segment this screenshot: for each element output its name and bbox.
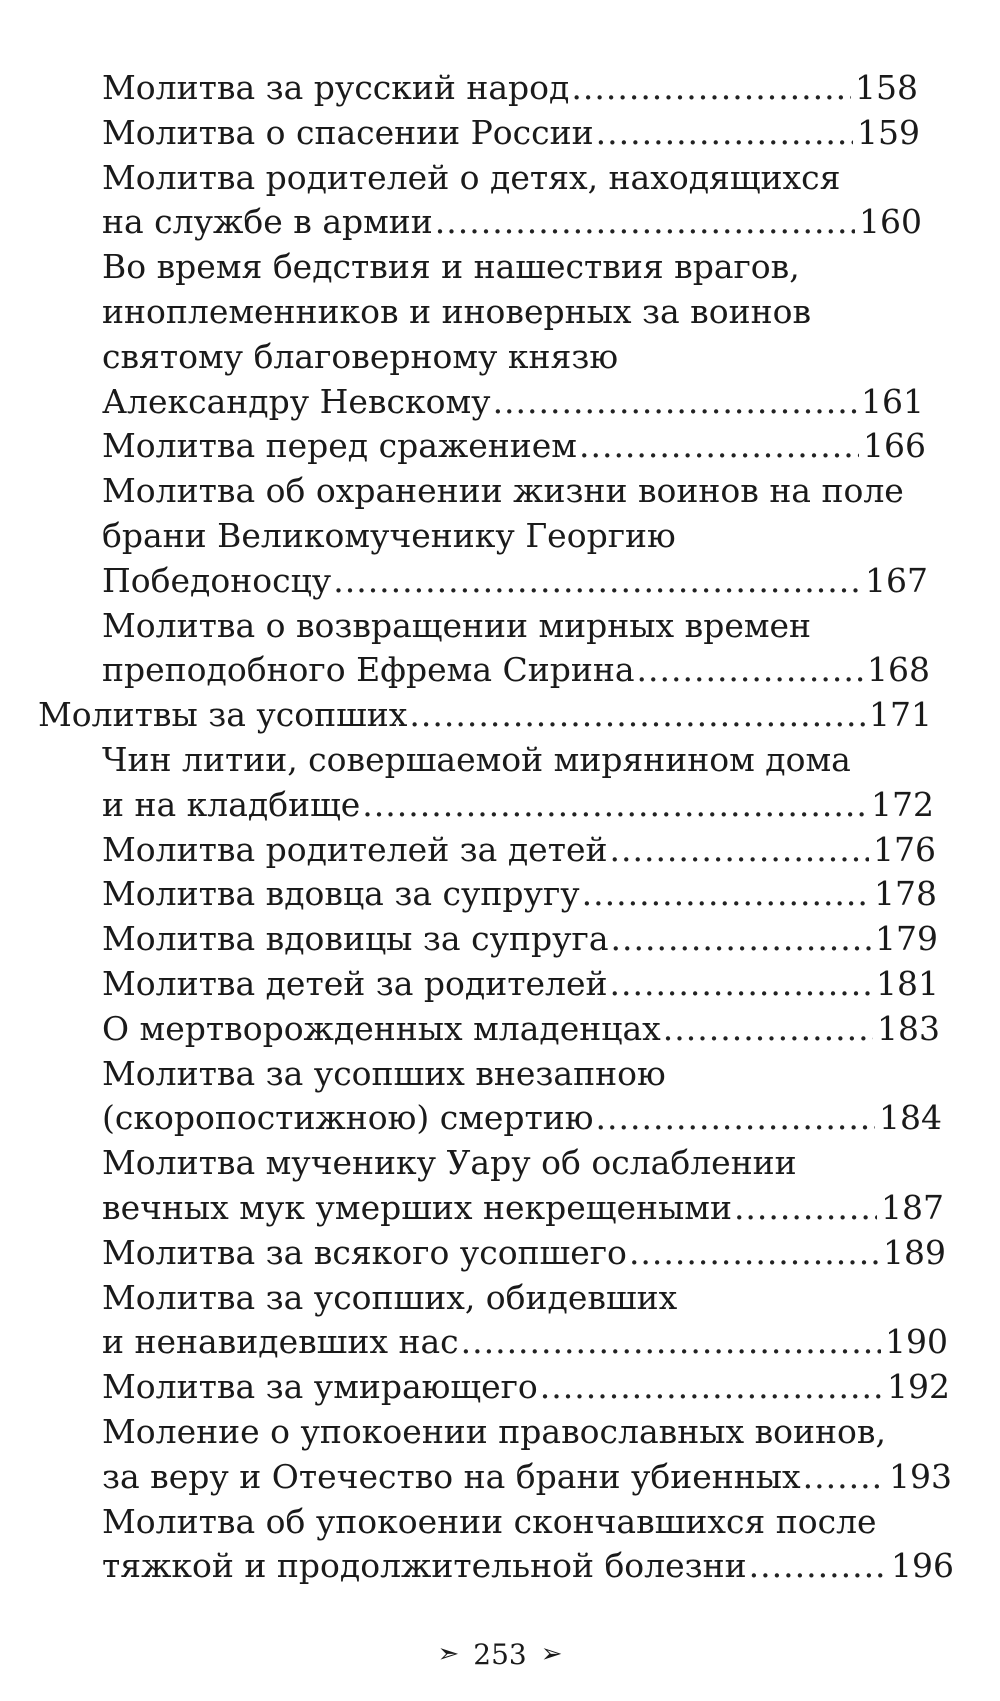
toc-entry-title: Молитва о спасении России [102,112,594,152]
toc-line [0,1186,1000,1231]
dot-leader [493,380,857,425]
toc-line [0,604,1000,649]
toc-entry-title: Молитва за всякого усопшего [102,1232,627,1272]
toc-line [0,828,1000,873]
dot-leader [629,1231,879,1276]
toc-line [0,245,1000,290]
table-of-contents [0,66,1000,1589]
toc-line [0,693,1000,738]
dot-leader [609,962,872,1007]
toc-entry [0,469,1000,603]
toc-line [0,1320,1000,1365]
toc-entry [0,1365,1000,1410]
toc-line [0,1410,1000,1455]
dot-leader [609,828,869,873]
toc-page-number: 183 [877,1008,940,1048]
dot-leader [409,693,865,738]
toc-entry-title: Молитва об упокоении скончавшихся после [102,1501,877,1541]
toc-entry-title: и на кладбище [102,784,361,824]
dot-leader [461,1320,881,1365]
toc-entry-title: Молитва о возвращении мирных времен [102,605,812,645]
toc-line [0,66,1000,111]
toc-entry-title: на службе в армии [102,202,433,242]
toc-page-number: 168 [867,650,930,690]
ornament-right-icon: ➢ [540,1639,563,1669]
toc-entry [0,424,1000,469]
toc-line [0,335,1000,380]
toc-entry-title: Молитва детей за родителей [102,963,608,1003]
toc-entry [0,1500,1000,1590]
toc-page-number: 187 [881,1187,944,1227]
toc-entry [0,156,1000,246]
toc-entry-title: Молитва вдовицы за супруга [102,919,609,959]
toc-entry-title: Молитва вдовца за супругу [102,874,580,914]
toc-line [0,380,1000,425]
toc-line [0,156,1000,201]
toc-page-number: 176 [873,829,936,869]
toc-entry-title: и ненавидевших нас [102,1322,459,1362]
toc-entry [0,604,1000,694]
page-number: 253 [473,1637,527,1671]
toc-entry [0,828,1000,873]
toc-entry [0,1276,1000,1366]
toc-entry-title: Александру Невскому [102,381,491,421]
toc-entry [0,1141,1000,1231]
toc-entry [0,917,1000,962]
toc-page-number: 161 [861,381,924,421]
toc-page-number: 189 [883,1232,946,1272]
dot-leader [582,872,870,917]
toc-line [0,1007,1000,1052]
toc-entry [0,1052,1000,1142]
dot-leader [611,917,872,962]
toc-entry-title: Молитва родителей о детях, находящихся [102,157,841,197]
toc-page-number: 172 [871,784,934,824]
toc-line [0,872,1000,917]
toc-page-number: 158 [855,68,918,107]
toc-entry [0,872,1000,917]
toc-entry-title: вечных мук умерших некрещеными [102,1187,732,1227]
toc-line [0,1455,1000,1500]
dot-leader [333,559,861,604]
toc-entry [0,738,1000,828]
toc-page-number: 167 [865,560,928,600]
toc-entry-title: иноплеменников и иноверных за воинов [102,291,812,331]
toc-page-number: 179 [875,919,938,959]
toc-page-number: 166 [863,426,926,466]
dot-leader [596,1096,875,1141]
toc-entry-title: О мертворожденных младенцах [102,1008,661,1048]
toc-entry-title: преподобного Ефрема Сирина [102,650,635,690]
toc-entry-title: Молитва родителей за детей [102,829,608,869]
toc-entry-title: (скоропостижною) смертию [102,1098,594,1138]
toc-entry [0,1007,1000,1052]
toc-line [0,1365,1000,1410]
dot-leader [663,1007,873,1052]
toc-line [0,1096,1000,1141]
toc-entry-title: Молитва за усопших, обидевших [102,1277,678,1317]
toc-page-number: 193 [889,1456,952,1496]
toc-line [0,648,1000,693]
toc-line [0,783,1000,828]
dot-leader [596,111,853,156]
toc-entry-title: Моление о упокоении православных воинов, [102,1411,886,1451]
toc-line [0,1276,1000,1321]
toc-entry-title: Молитвы за усопших [38,695,408,735]
toc-entry-title: Молитва за усопших внезапною [102,1053,666,1093]
toc-entry [0,1231,1000,1276]
toc-line [0,424,1000,469]
toc-line [0,917,1000,962]
dot-leader [749,1544,887,1589]
toc-line [0,469,1000,514]
toc-page-number: 178 [874,874,937,914]
toc-line [0,111,1000,156]
toc-page-number: 192 [887,1367,950,1407]
toc-entry [0,1410,1000,1500]
toc-entry-title: Молитва об охранении жизни воинов на поле [102,471,904,511]
toc-line [0,738,1000,783]
dot-leader [734,1186,877,1231]
toc-line [0,1500,1000,1545]
toc-entry-title: Во время бедствия и нашествия врагов, [102,247,800,287]
toc-line [0,1141,1000,1186]
ornament-left-icon: ➣ [437,1639,460,1669]
toc-page-number: 190 [885,1322,948,1362]
toc-line [0,1231,1000,1276]
toc-page-number: 181 [876,963,939,1003]
toc-line [0,200,1000,245]
toc-page-number: 196 [891,1546,954,1586]
toc-entry-title: тяжкой и продолжительной болезни [102,1546,747,1586]
dot-leader [540,1365,883,1410]
toc-line [0,1544,1000,1589]
toc-entry-title: Молитва за умирающего [102,1367,538,1407]
dot-leader [362,783,867,828]
toc-entry [0,245,1000,424]
toc-line [0,1052,1000,1097]
toc-entry [0,962,1000,1007]
toc-entry [0,66,1000,111]
toc-page-number: 159 [857,112,920,152]
dot-leader [571,66,851,111]
toc-entry-title: брани Великомученику Георгию [102,515,676,555]
toc-entry-title: святому благоверному князю [102,336,619,376]
toc-entry-title: за веру и Отечество на брани убиенных [102,1456,801,1496]
toc-page-number: 160 [859,202,922,242]
toc-line [0,559,1000,604]
toc-line [0,514,1000,559]
toc-entry-title: Молитва перед сражением [102,426,577,466]
toc-line [0,290,1000,335]
toc-entry [0,111,1000,156]
dot-leader [579,424,859,469]
toc-entry-title: Молитва мученику Уару об ослаблении [102,1143,797,1183]
dot-leader [435,200,855,245]
toc-page-number: 184 [879,1098,942,1138]
toc-entry [0,693,1000,738]
page-footer [0,1632,1000,1676]
toc-entry-title: Победоносцу [102,560,332,600]
toc-entry-title: Чин литии, совершаемой мирянином дома [102,739,851,779]
toc-page-number: 171 [869,695,932,735]
dot-leader [803,1455,885,1500]
dot-leader [637,648,863,693]
toc-line [0,962,1000,1007]
toc-entry-title: Молитва за русский народ [102,68,570,107]
